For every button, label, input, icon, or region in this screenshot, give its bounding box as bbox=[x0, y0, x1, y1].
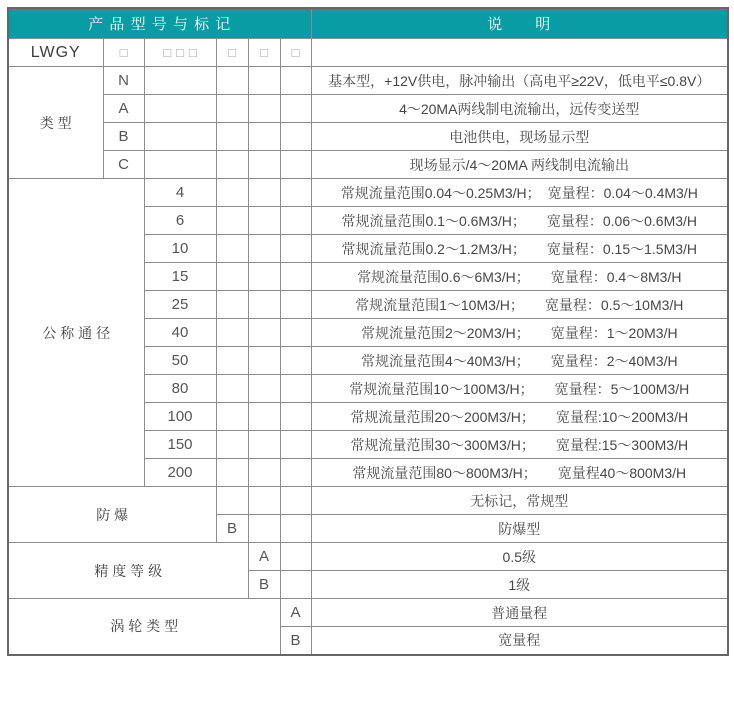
turbine-code: B bbox=[280, 627, 311, 655]
empty-cell bbox=[216, 67, 248, 95]
empty-cell bbox=[248, 487, 280, 515]
diameter-size: 4 bbox=[144, 179, 216, 207]
type-code: N bbox=[103, 67, 144, 95]
diameter-desc: 常规流量范围10～100M3/H； 宽量程：5～100M3/H bbox=[311, 375, 728, 403]
empty-cell bbox=[280, 347, 311, 375]
model-prefix: LWGY bbox=[8, 39, 103, 67]
explosion-box-icon: □ bbox=[216, 39, 248, 67]
diameter-size: 10 bbox=[144, 235, 216, 263]
empty-cell bbox=[280, 319, 311, 347]
empty-cell bbox=[280, 263, 311, 291]
header-row bbox=[8, 8, 728, 39]
diameter-desc: 常规流量范围20～200M3/H； 宽量程:10～200M3/H bbox=[311, 403, 728, 431]
turbine-box-icon: □ bbox=[280, 39, 311, 67]
turbine-desc: 宽量程 bbox=[311, 627, 728, 655]
type-box-icon: □ bbox=[103, 39, 144, 67]
empty-cell bbox=[248, 459, 280, 487]
type-code: C bbox=[103, 151, 144, 179]
explosion-code: B bbox=[216, 515, 248, 543]
turbine-code: A bbox=[280, 599, 311, 627]
turbine-desc: 普通量程 bbox=[311, 599, 728, 627]
empty-cell bbox=[216, 375, 248, 403]
table-row bbox=[8, 179, 728, 207]
empty-cell bbox=[216, 123, 248, 151]
empty-cell bbox=[280, 403, 311, 431]
empty-cell bbox=[248, 151, 280, 179]
empty-cell bbox=[280, 291, 311, 319]
diameter-desc: 常规流量范围0.6～6M3/H； 宽量程：0.4～8M3/H bbox=[311, 263, 728, 291]
table-row bbox=[8, 151, 728, 179]
empty-cell bbox=[248, 67, 280, 95]
empty-cell bbox=[216, 207, 248, 235]
empty-cell bbox=[280, 179, 311, 207]
empty-cell bbox=[216, 403, 248, 431]
empty-cell bbox=[248, 123, 280, 151]
diameter-desc: 常规流量范围30～300M3/H； 宽量程:15～300M3/H bbox=[311, 431, 728, 459]
empty-cell bbox=[216, 347, 248, 375]
diameter-desc: 常规流量范围0.2～1.2M3/H； 宽量程：0.15～1.5M3/H bbox=[311, 235, 728, 263]
empty-cell bbox=[280, 543, 311, 571]
empty-cell bbox=[280, 207, 311, 235]
type-desc: 4～20MA两线制电流输出，远传变送型 bbox=[311, 95, 728, 123]
type-desc: 电池供电，现场显示型 bbox=[311, 123, 728, 151]
empty-cell bbox=[144, 123, 216, 151]
product-model-spec-table bbox=[7, 7, 729, 656]
header-model-label: 产 品 型 号 与 标 记 bbox=[8, 8, 311, 39]
accuracy-desc: 1级 bbox=[311, 571, 728, 599]
table-row bbox=[8, 487, 728, 515]
diameter-desc: 常规流量范围0.1～0.6M3/H； 宽量程：0.06～0.6M3/H bbox=[311, 207, 728, 235]
empty-cell bbox=[280, 571, 311, 599]
section-label-turbine: 涡 轮 类 型 bbox=[8, 599, 280, 655]
empty-cell bbox=[280, 487, 311, 515]
section-label-explosion: 防 爆 bbox=[8, 487, 216, 543]
empty-cell bbox=[144, 151, 216, 179]
table-row bbox=[8, 67, 728, 95]
empty-cell bbox=[144, 67, 216, 95]
empty-cell bbox=[280, 123, 311, 151]
accuracy-code: A bbox=[248, 543, 280, 571]
section-label-type: 类 型 bbox=[8, 67, 103, 179]
diameter-size: 80 bbox=[144, 375, 216, 403]
empty-cell bbox=[216, 151, 248, 179]
empty-cell bbox=[248, 403, 280, 431]
empty-cell bbox=[216, 431, 248, 459]
empty-cell bbox=[216, 235, 248, 263]
empty-cell bbox=[280, 235, 311, 263]
empty-cell bbox=[216, 319, 248, 347]
section-label-accuracy: 精 度 等 级 bbox=[8, 543, 248, 599]
empty-cell bbox=[280, 95, 311, 123]
empty-cell bbox=[280, 431, 311, 459]
accuracy-desc: 0.5级 bbox=[311, 543, 728, 571]
empty-cell bbox=[216, 179, 248, 207]
section-label-diameter: 公 称 通 径 bbox=[8, 179, 144, 487]
model-code-row bbox=[8, 39, 728, 67]
empty-cell bbox=[248, 515, 280, 543]
size-boxes-icon: □□□ bbox=[163, 45, 202, 60]
empty-cell bbox=[248, 95, 280, 123]
header-desc-label: 说 明 bbox=[311, 8, 728, 39]
diameter-size: 100 bbox=[144, 403, 216, 431]
diameter-desc: 常规流量范围4～40M3/H； 宽量程：2～40M3/H bbox=[311, 347, 728, 375]
empty-cell bbox=[280, 151, 311, 179]
empty-cell bbox=[216, 291, 248, 319]
accuracy-box-icon: □ bbox=[248, 39, 280, 67]
empty-cell bbox=[248, 179, 280, 207]
diameter-size: 6 bbox=[144, 207, 216, 235]
empty-cell bbox=[248, 375, 280, 403]
empty-cell bbox=[280, 515, 311, 543]
type-desc: 基本型，+12V供电，脉冲输出（高电平≥22V，低电平≤0.8V） bbox=[311, 67, 728, 95]
type-desc: 现场显示/4～20MA 两线制电流输出 bbox=[311, 151, 728, 179]
diameter-size: 150 bbox=[144, 431, 216, 459]
empty-cell bbox=[248, 263, 280, 291]
diameter-size: 40 bbox=[144, 319, 216, 347]
explosion-desc: 无标记，常规型 bbox=[311, 487, 728, 515]
type-code: B bbox=[103, 123, 144, 151]
diameter-size: 200 bbox=[144, 459, 216, 487]
empty-cell bbox=[248, 235, 280, 263]
diameter-desc: 常规流量范围80～800M3/H； 宽量程40～800M3/H bbox=[311, 459, 728, 487]
empty-cell bbox=[144, 95, 216, 123]
empty-cell bbox=[216, 459, 248, 487]
empty-cell bbox=[311, 39, 728, 67]
empty-cell bbox=[280, 375, 311, 403]
diameter-size: 25 bbox=[144, 291, 216, 319]
empty-cell bbox=[280, 459, 311, 487]
diameter-desc: 常规流量范围1～10M3/H； 宽量程：0.5～10M3/H bbox=[311, 291, 728, 319]
table-row bbox=[8, 123, 728, 151]
diameter-size: 15 bbox=[144, 263, 216, 291]
accuracy-code: B bbox=[248, 571, 280, 599]
empty-cell bbox=[248, 291, 280, 319]
diameter-size: 50 bbox=[144, 347, 216, 375]
empty-cell bbox=[216, 263, 248, 291]
table-row bbox=[8, 95, 728, 123]
empty-cell bbox=[248, 319, 280, 347]
explosion-desc: 防爆型 bbox=[311, 515, 728, 543]
diameter-desc: 常规流量范围2～20M3/H； 宽量程：1～20M3/H bbox=[311, 319, 728, 347]
table-row bbox=[8, 543, 728, 571]
type-code: A bbox=[103, 95, 144, 123]
empty-cell bbox=[216, 95, 248, 123]
explosion-code bbox=[216, 487, 248, 515]
table-row bbox=[8, 599, 728, 627]
empty-cell bbox=[280, 67, 311, 95]
empty-cell bbox=[248, 207, 280, 235]
diameter-desc: 常规流量范围0.04～0.25M3/H； 宽量程：0.04～0.4M3/H bbox=[311, 179, 728, 207]
empty-cell bbox=[248, 431, 280, 459]
empty-cell bbox=[248, 347, 280, 375]
